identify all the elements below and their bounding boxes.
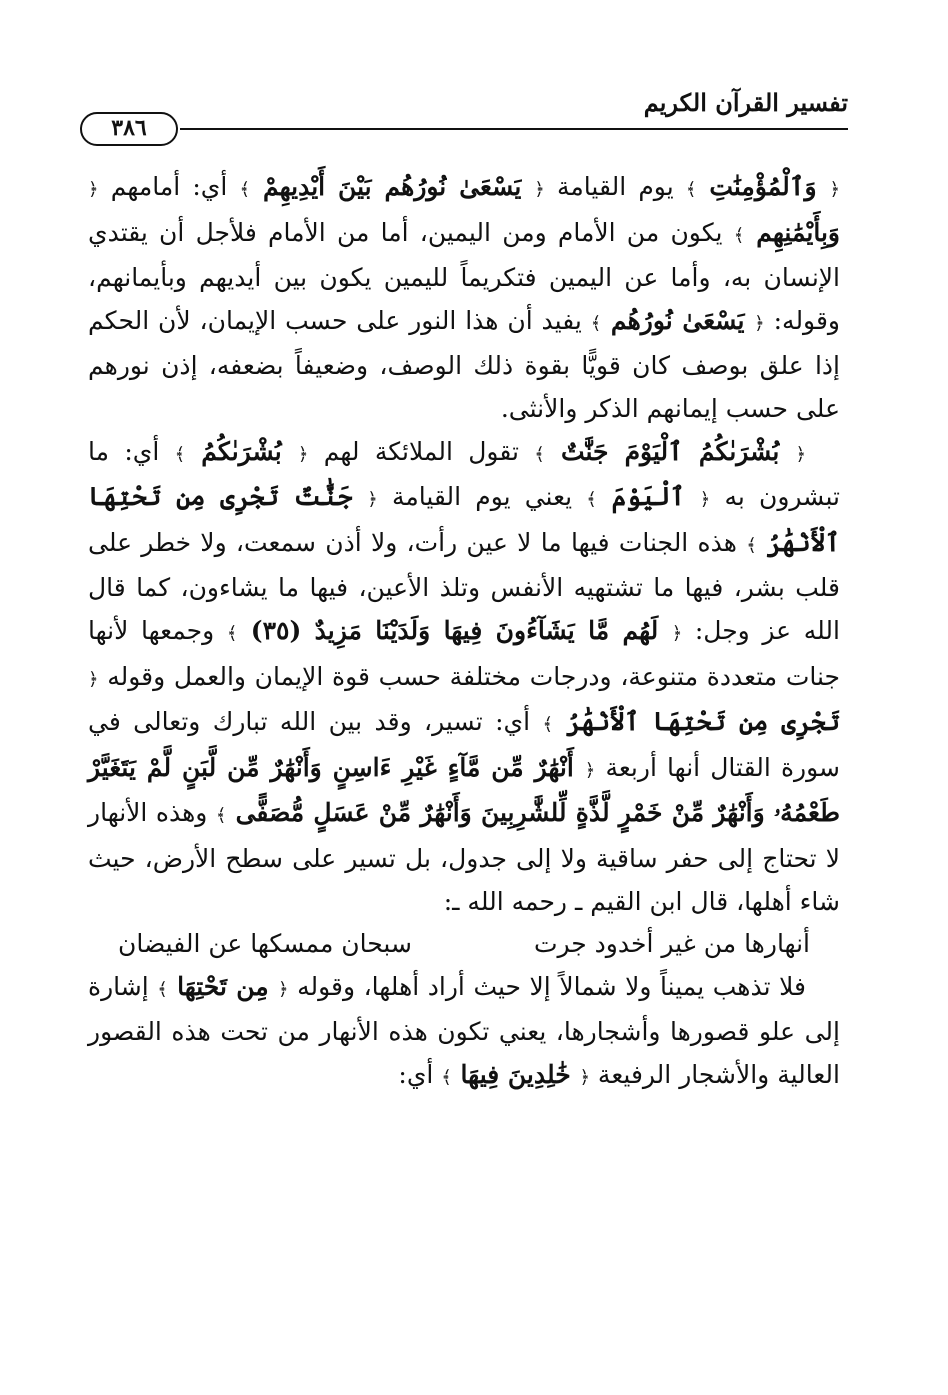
quran-quote: خَٰلِدِينَ فِيهَا: [451, 1059, 580, 1089]
quran-quote: أَنْهَٰرٌ مِّن مَّآءٍ غَيْرِ ءَاسِنٍ وَأَنْهَٰرٌ مِّن لَّبَنٍ لَّمْ يَتَغَيَّرْ طَعْمُهُۥ وَأَنْهَٰرٌ مِّنْ خَمْرٍ لَّذَّةٍ لِّلشَّٰرِبِينَ وَأَنْهَٰرٌ مِّنْ عَسَلٍ مُّصَفًّى: [88, 752, 840, 828]
quran-bracket-open: ﴿: [829, 179, 840, 200]
quran-bracket-open: ﴿: [277, 978, 289, 1000]
body-text-run: إشارة إلى علو قصورها وأشجارها، يعني تكون هذه الأنهار من تحت هذه القصور العالية والأشجار الرفيعة: [88, 971, 840, 1089]
page-number: ٣٨٦: [80, 112, 178, 146]
quran-quote: وَٱلْمُؤْمِنَٰتِ: [696, 172, 830, 201]
quran-bracket-open: ﴿: [297, 443, 309, 465]
quran-bracket-close: ﴾: [685, 179, 697, 200]
quran-bracket-close: ﴾: [215, 805, 227, 827]
body-text-run: أي: تسير، وقد بين الله تبارك وتعالى في سورة القتال أنها أربعة: [88, 707, 840, 782]
quran-bracket-close: ﴾: [534, 443, 545, 465]
body-text-run: تقول الملائكة لهم: [308, 436, 535, 466]
quran-quote: وَبِأَيْمَٰنِهِم: [744, 217, 841, 247]
quran-quote: مِن تَحْتِهَا: [167, 971, 278, 1001]
quran-bracket-open: ﴿: [671, 622, 683, 644]
header-rule: [180, 128, 848, 130]
quran-bracket-open: ﴿: [88, 179, 99, 200]
page-header: [80, 88, 848, 150]
body-text-run: يكون من الأمام ومن اليمين، أما من الأمام فلأجل أن يقتدي الإنسان به، وأما عن اليمين فتكريماً لليمين يكون بين أيديهم وبأيمانهم، وقوله:: [88, 217, 840, 335]
quran-bracket-close: ﴾: [174, 443, 186, 465]
book-title: تفسير القرآن الكريم: [643, 88, 848, 117]
body-text-run: أي: ما تبشرون به: [88, 436, 840, 512]
body-text-run: هذه الجنات فيها ما لا عين رأت، ولا أذن سمعت، ولا خطر على قلب بشر، فيها ما تشتهيه الأنفس وتلذ الأعين، فيها ما يشاءون، كما قال الله عز وجل:: [88, 527, 840, 645]
quran-bracket-close: ﴾: [226, 622, 238, 644]
body-text-run: فلا تذهب يميناً ولا شمالاً إلا حيث أراد أهلها، وقوله: [288, 971, 806, 1001]
body-text-run: وجمعها لأنها جنات متعددة متنوعة، ودرجات مختلفة حسب قوة الإيمان والعمل وقوله: [88, 615, 840, 691]
quran-bracket-close: ﴾: [733, 224, 745, 246]
verse-hemistich-left: سبحان ممسكها عن الفيضان: [118, 929, 412, 959]
quran-bracket-open: ﴿: [534, 179, 545, 200]
quran-quote: يَسْعَىٰ نُورُهُم بَيْنَ أَيْدِيهِمْ: [250, 172, 535, 201]
quran-bracket-open: ﴿: [699, 489, 711, 511]
quran-quote: جَنَّٰتٌ تَجْرِى مِن تَحْتِهَا ٱلْأَنْهَٰرُ: [88, 482, 840, 557]
quran-bracket-close: ﴾: [586, 489, 597, 511]
quran-bracket-close: ﴾: [542, 714, 553, 736]
quran-bracket-close: ﴾: [239, 179, 251, 200]
quran-bracket-open: ﴿: [754, 312, 765, 334]
quran-bracket-open: ﴿: [579, 1066, 590, 1088]
quran-quote: لَهُم مَّا يَشَآءُونَ فِيهَا وَلَدَيْنَا مَزِيدٌ (٣٥): [237, 615, 672, 645]
verse-hemistich-right: أنهارها من غير أخدود جرت: [533, 929, 810, 959]
paragraph: [88, 966, 840, 1100]
paragraph: [88, 431, 840, 924]
quran-bracket-close: ﴾: [590, 312, 602, 334]
paragraph: [88, 166, 840, 431]
body-text-run: أي:: [398, 1059, 442, 1089]
quran-bracket-open: ﴿: [584, 759, 596, 781]
quran-bracket-close: ﴾: [441, 1066, 452, 1088]
quran-bracket-close: ﴾: [746, 534, 757, 556]
body-text-run: يفيد أن هذا النور على حسب الإيمان، لأن الحكم إذا علق بوصف كان قويًّا بقوة ذلك الوصف، وضعيفاً بضعفه، إذن نورهم على حسب إيمانهم الذكر والأنثى.: [88, 305, 840, 423]
quran-quote: يَسْعَىٰ نُورُهُم: [601, 305, 755, 335]
body-text-run: أي: أمامهم: [98, 172, 240, 201]
body-text: [88, 166, 840, 1099]
quran-bracket-open: ﴿: [367, 489, 378, 511]
poetry-verse: [88, 923, 840, 966]
body-text-run: وهذه الأنهار لا تحتاج إلى حفر ساقية ولا إلى جدول، بل تسير على سطح الأرض، حيث شاء أهلها، قال ابن القيم ـ رحمه الله ـ:: [88, 798, 840, 916]
quran-bracket-close: ﴾: [157, 978, 168, 1000]
body-text-run: يوم القيامة: [544, 172, 686, 201]
quran-quote: تَجْرِى مِن تَحْتِهَا ٱلْأَنْهَٰرُ: [553, 707, 840, 737]
quran-bracket-open: ﴿: [795, 443, 806, 465]
body-text-run: يعني يوم القيامة: [377, 482, 587, 512]
quran-bracket-open: ﴿: [88, 668, 99, 690]
quran-quote: بُشْرَىٰكُمُ: [185, 436, 298, 466]
quran-quote: ٱلْيَوْمَ: [596, 482, 700, 512]
quran-quote: بُشْرَىٰكُمُ ٱلْيَوْمَ جَنَّٰتٌ: [544, 436, 796, 466]
